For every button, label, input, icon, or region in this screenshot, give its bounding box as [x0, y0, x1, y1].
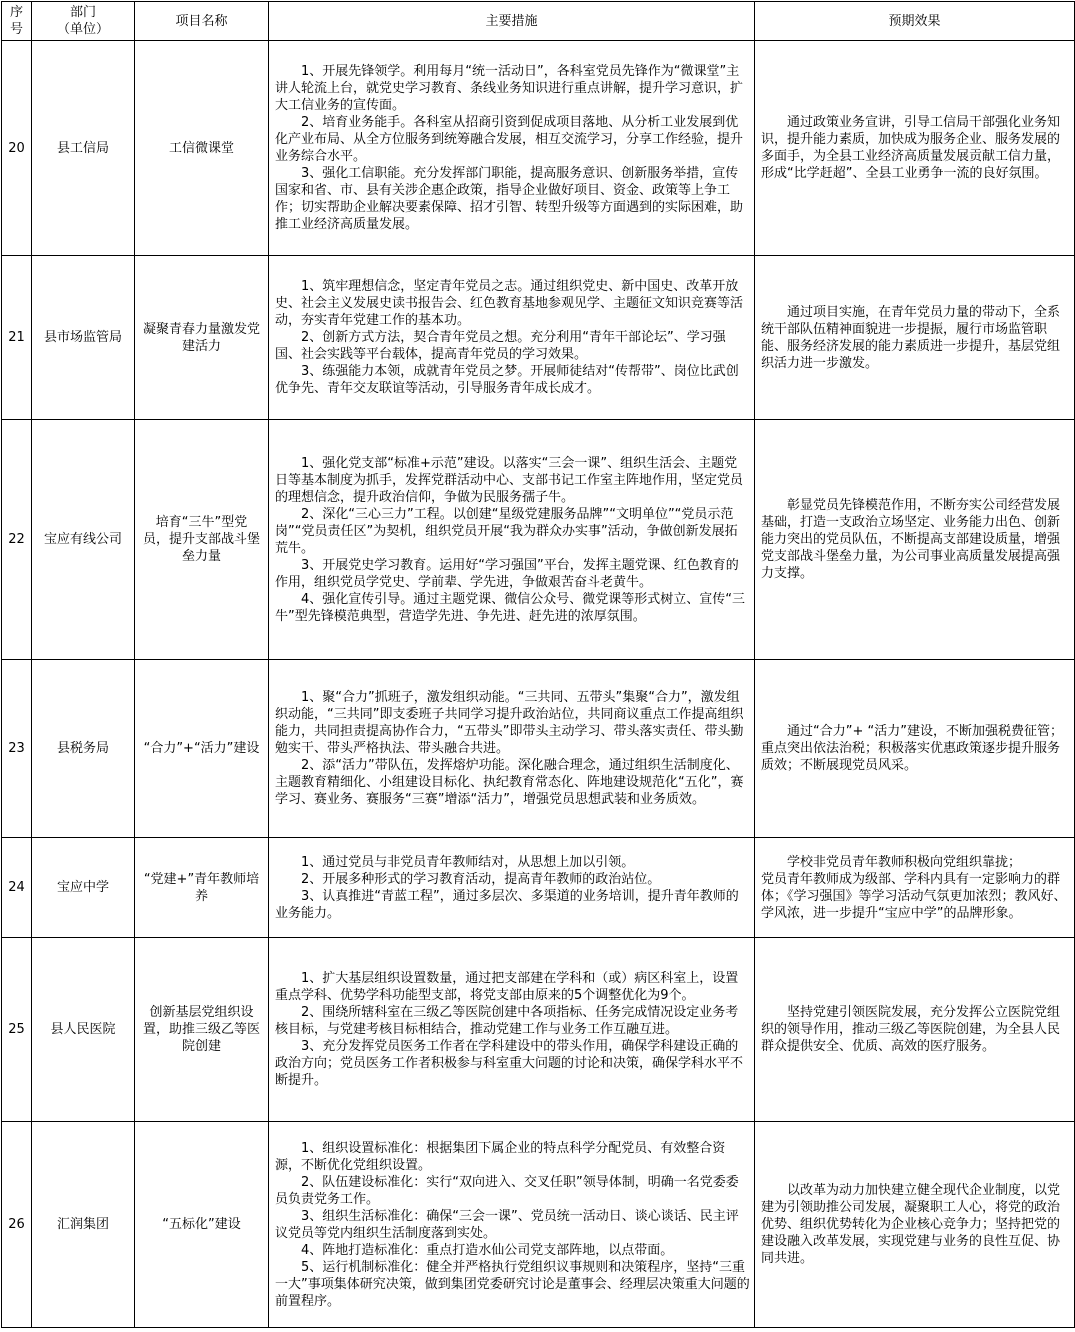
row-project: 工信微课堂 [135, 41, 269, 256]
measure-item: 3、充分发挥党员医务工作者在学科建设中的带头作用，确保学科建设正确的政治方向；党员医务工作者积极参与科室重大问题的讨论和决策，确保学科水平不断提升。 [275, 1039, 744, 1088]
row-measures [269, 660, 755, 838]
measure-item: 1、筑牢理想信念，坚定青年党员之志。通过组织党史、新中国史、改革开放史、社会主义发展史读书报告会、红色教育基地参观见学、主题征文知识竞赛等活动，夯实青年党建工作的基本功。 [275, 279, 744, 328]
row-dept: 宝应中学 [32, 838, 135, 938]
measure-item: 3、强化工信职能。充分发挥部门职能，提高服务意识、创新服务举措，宣传国家和省、市、县有关涉企惠企政策，指导企业做好项目、资金、政策等上争工作；切实帮助企业解决要素保障、招才引智、转型升级等方面遇到的实际困难，助推工业经济高质量发展。 [275, 166, 744, 232]
table-row [2, 1122, 1075, 1328]
measure-item: 4、强化宣传引导。通过主题党课、微信公众号、微党课等形式树立、宣传“三牛”型先锋模范典型，营造学先进、争先进、赶先进的浓厚氛围。 [275, 591, 746, 624]
table-row [2, 938, 1075, 1122]
row-effect [755, 1122, 1075, 1328]
effect-text: 彰显党员先锋模范作用，不断夯实公司经营发展基础，打造一支政治立场坚定、业务能力出色、创新能力突出的党员队伍，不断提高支部建设质量，增强党支部战斗堡垒力量，为公司事业高质量发展提高强力支撑。 [761, 498, 1061, 581]
row-measures [269, 1122, 755, 1328]
measure-item: 1、组织设置标准化：根据集团下属企业的特点科学分配党员、有效整合资源，不断优化党组织设置。 [275, 1140, 726, 1173]
header-measures: 主要措施 [269, 2, 755, 41]
measure-item: 5、运行机制标准化：健全并严格执行党组织议事规则和决策程序，坚持“三重一大”事项集体研究决策，做到集团党委研究讨论是董事会、经理层决策重大问题的前置程序。 [275, 1259, 750, 1309]
row-measures [269, 420, 755, 660]
row-dept: 县工信局 [32, 41, 135, 256]
header-dept-line2: （单位） [56, 22, 109, 37]
row-effect [755, 660, 1075, 838]
measure-item: 3、认真推进“青蓝工程”，通过多层次、多渠道的业务培训，提升青年教师的业务能力。 [275, 888, 739, 921]
effect-text: 党员青年教师成为级部、学科内具有一定影响力的群体；《学习强国》等学习活动气氛更加浓烈；教风好、学风浓，进一步提升“宝应中学”的品牌形象。 [761, 871, 1067, 921]
header-project: 项目名称 [135, 2, 269, 41]
header-no: 序号 [2, 2, 32, 41]
measure-item: 2、围绕所辖科室在三级乙等医院创建中各项指标、任务完成情况设定业务考核目标，与党建考核目标相结合，推动党建工作与业务工作互融互进。 [275, 1005, 739, 1037]
measure-item: 2、创新方式方法，契合青年党员之想。充分利用“青年干部论坛”、学习强国、社会实践等平台载体，提高青年党员的学习效果。 [275, 330, 726, 362]
effect-text: 通过政策业务宣讲，引导工信局干部强化业务知识，提升能力素质，加快成为服务企业、服务发展的多面手，为全县工业经济高质量发展贡献工信力量，形成“比学赶超”、全县工业勇争一流的良好氛围。 [761, 115, 1061, 181]
row-number: 22 [2, 420, 32, 660]
measure-item: 3、开展党史学习教育。运用好“学习强国”平台，发挥主题党课、红色教育的作用，组织党员学党史、学前辈、学先进，争做艰苦奋斗老黄牛。 [275, 557, 739, 590]
row-project: 培育“三牛”型党员，提升支部战斗堡垒力量 [135, 420, 269, 660]
row-number: 20 [2, 41, 32, 256]
row-dept: 宝应有线公司 [32, 420, 135, 660]
measure-item: 2、队伍建设标准化：实行“双向进入、交叉任职”领导体制，明确一名党委委员负责党务工作。 [275, 1174, 739, 1207]
row-effect [755, 938, 1075, 1122]
table-row [2, 256, 1075, 420]
table-row [2, 41, 1075, 256]
measure-item: 1、强化党支部“标准+示范”建设。以落实“三会一课”、组织生活会、主题党日等基本制度为抓手，发挥党群活动中心、支部书记工作室主阵地作用，坚定党员的理想信念，提升政治信仰，争做为民服务孺子牛。 [275, 455, 744, 505]
header-dept-line1: 部门 [69, 5, 96, 20]
row-measures [269, 41, 755, 256]
table-header-row [2, 2, 1075, 41]
measure-item: 4、阵地打造标准化：重点打造水仙公司党支部阵地，以点带面。 [301, 1242, 674, 1258]
measure-item: 1、开展先锋领学。利用每月“统一活动日”，各科室党员先锋作为“微课堂”主讲人轮流上台，就党史学习教育、条线业务知识进行重点讲解，提升学习意识，扩大工信业务的宣传面。 [275, 64, 744, 113]
row-effect [755, 256, 1075, 420]
measure-item: 2、深化“三心三力”工程。以创建“星级党建服务品牌”“文明单位”“党员示范岗”“党员责任区”为契机，组织党员开展“我为群众办实事”活动，争做创新发展拓荒牛。 [275, 506, 738, 556]
table-row [2, 660, 1075, 838]
measure-item: 1、聚“合力”抓班子，激发组织动能。“三共同、五带头”集聚“合力”，激发组织动能，“三共同”即支委班子共同学习提升政治站位，共同商议重点工作提高组织能力，共同担责提高协作合力，“五带头”即带头主动学习、带头落实责任、带头勤勉实干、带头严格执法、带头融合共进。 [275, 690, 744, 756]
row-number: 26 [2, 1122, 32, 1328]
row-measures [269, 256, 755, 420]
row-number: 25 [2, 938, 32, 1122]
header-dept [32, 2, 135, 41]
measure-item: 1、扩大基层组织设置数量，通过把支部建在学科和（或）病区科室上，设置重点学科、优势学科功能型支部，将党支部由原来的5个调整优化为9个。 [275, 971, 739, 1003]
row-measures [269, 838, 755, 938]
effect-text: 通过“合力”+ “活力”建设，不断加强税费征管；重点突出依法治税；积极落实优惠政策逐步提升服务质效；不断展现党员风采。 [761, 724, 1063, 773]
table-row [2, 420, 1075, 660]
measure-item: 2、开展多种形式的学习教育活动，提高青年教师的政治站位。 [301, 871, 661, 887]
effect-text: 通过项目实施，在青年党员力量的带动下，全系统干部队伍精神面貌进一步提振，履行市场监管职能、服务经济发展的能力素质进一步提升，基层党组织活力进一步激发。 [761, 304, 1061, 371]
effect-text: 以改革为动力加快建立健全现代企业制度，以党建为引领助推公司发展，凝聚职工人心，将党的政治优势、组织优势转化为企业核心竞争力；坚持把党的建设融入改革发展，实现党建与业务的良性互促、协同共进。 [761, 1183, 1061, 1266]
row-dept: 县税务局 [32, 660, 135, 838]
row-measures [269, 938, 755, 1122]
row-project: “合力”+“活力”建设 [135, 660, 269, 838]
row-number: 24 [2, 838, 32, 938]
row-dept: 汇润集团 [32, 1122, 135, 1328]
row-project: “党建+”青年教师培养 [135, 838, 269, 938]
row-effect [755, 838, 1075, 938]
measure-item: 3、练强能力本领，成就青年党员之梦。开展师徒结对“传帮带”、岗位比武创优争先、青年交友联谊等活动，引导服务青年成长成才。 [275, 364, 739, 396]
row-dept: 县人民医院 [32, 938, 135, 1122]
measure-item: 2、培育业务能手。各科室从招商引资到促成项目落地、从分析工业发展到优化产业布局、从全方位服务到统筹融合发展，相互交流学习，分享工作经验，提升业务综合水平。 [275, 115, 744, 164]
row-number: 21 [2, 256, 32, 420]
row-effect [755, 41, 1075, 256]
table-row [2, 838, 1075, 938]
effect-text: 坚持党建引领医院发展，充分发挥公立医院党组织的领导作用，推动三级乙等医院创建，为全县人民群众提供安全、优质、高效的医疗服务。 [761, 1005, 1061, 1054]
row-effect [755, 420, 1075, 660]
row-project: 凝聚青春力量激发党建活力 [135, 256, 269, 420]
measure-item: 1、通过党员与非党员青年教师结对，从思想上加以引领。 [301, 854, 635, 870]
row-number: 23 [2, 660, 32, 838]
effect-lead-text: 学校非党员青年教师积极向党组织靠拢； [787, 854, 1022, 870]
measure-item: 3、组织生活标准化：确保“三会一课”、党员统一活动日、谈心谈话、民主评议党员等党内组织生活制度落到实处。 [275, 1208, 739, 1241]
row-project: “五标化”建设 [135, 1122, 269, 1328]
row-dept: 县市场监管局 [32, 256, 135, 420]
project-table [1, 1, 1075, 1328]
row-project: 创新基层党组织设置，助推三级乙等医院创建 [135, 938, 269, 1122]
measure-item: 2、添“活力”带队伍，发挥熔炉功能。深化融合理念，通过组织生活制度化、主题教育精细化、小组建设目标化、执纪教育常态化、阵地建设规范化“五化”，赛学习、赛业务、赛服务“三赛”增添“活力”，增强党员思想武装和业务质效。 [275, 758, 744, 807]
header-effect: 预期效果 [755, 2, 1075, 41]
